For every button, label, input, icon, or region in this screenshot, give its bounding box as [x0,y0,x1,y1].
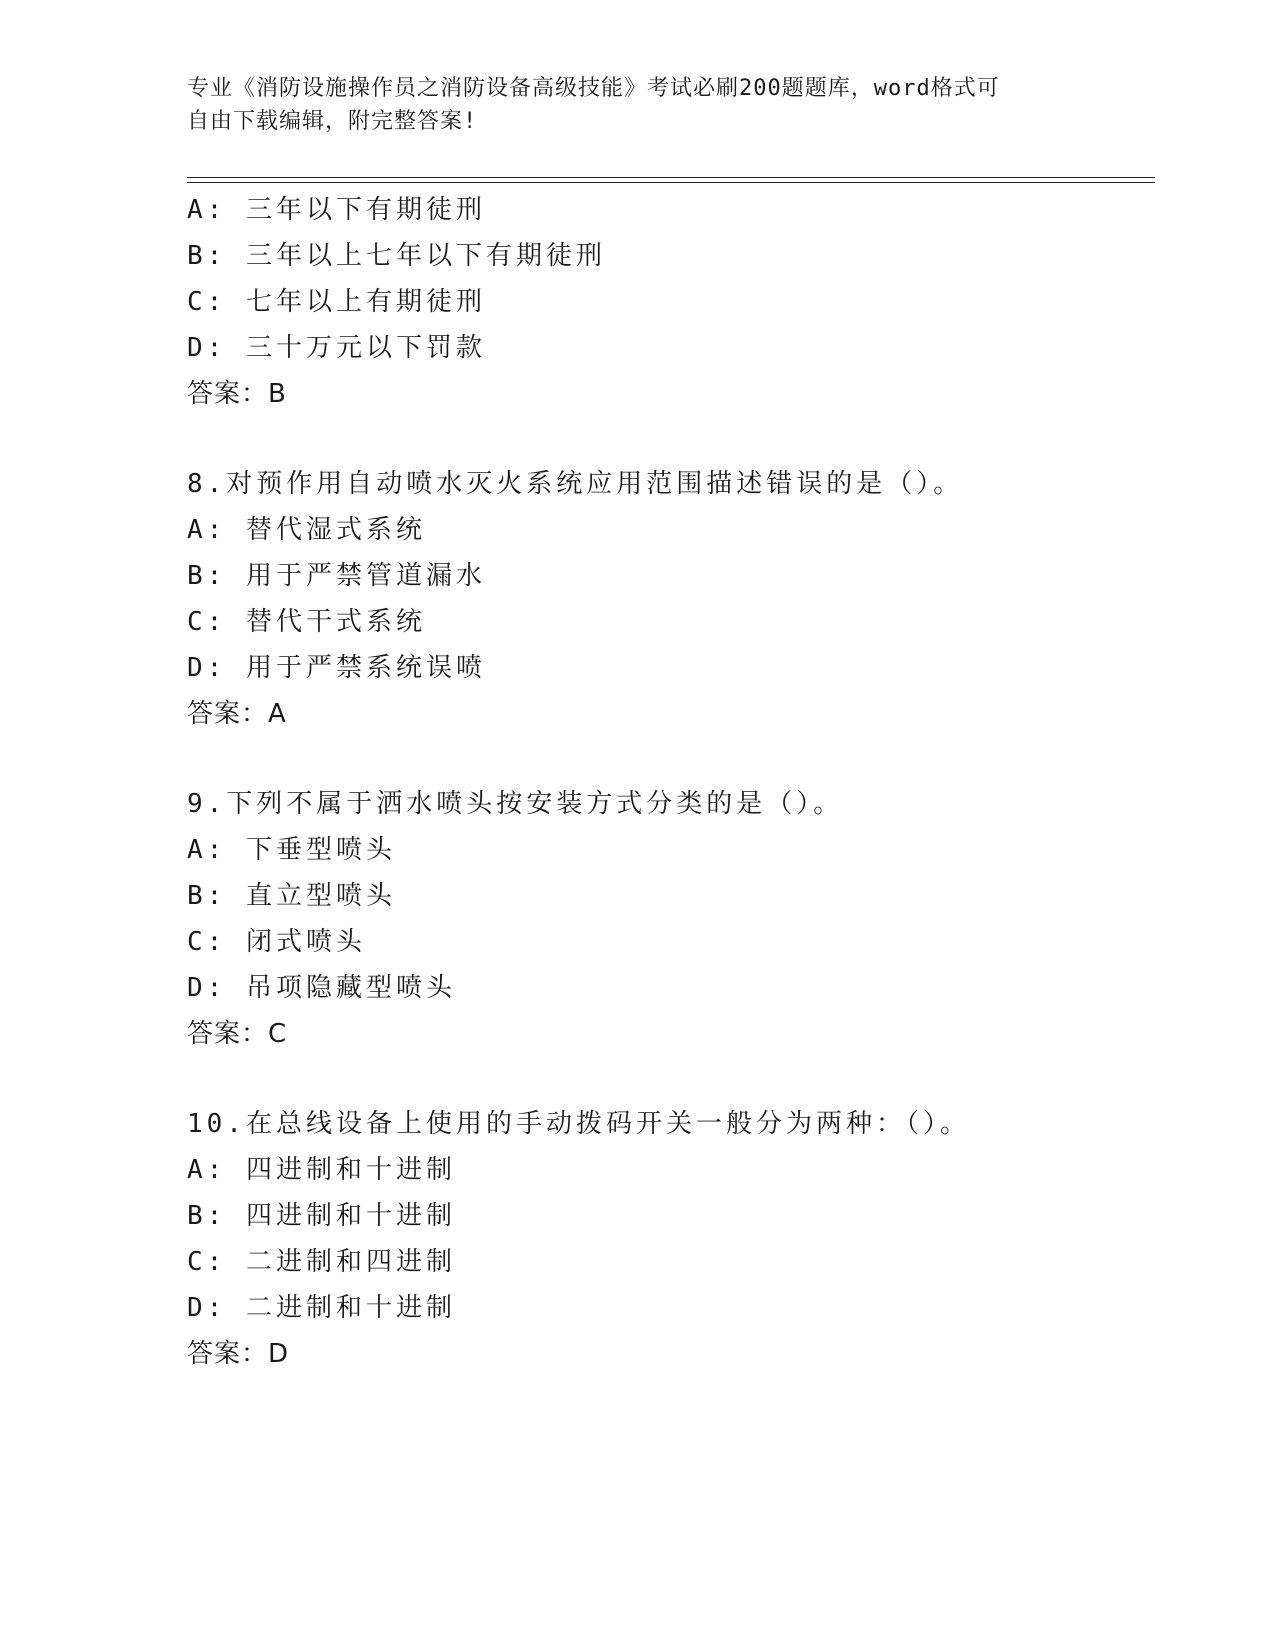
question-text: 9.下列不属于洒水喷头按安装方式分类的是（）。 [187,789,844,819]
question-block-7 [187,187,1155,417]
option-a: A: 三年以下有期徒刑 [187,195,486,225]
header-line-2: 自由下载编辑，附完整答案! [187,109,478,134]
option-b: B: 四进制和十进制 [187,1201,456,1231]
option-d: D: 用于严禁系统误喷 [187,653,486,683]
header-divider-bottom [187,182,1155,183]
option-c: C: 闭式喷头 [187,927,366,957]
answer-line: 答案：D [187,1339,290,1369]
option-c: C: 七年以上有期徒刑 [187,287,486,317]
answer-line: 答案：C [187,1019,288,1049]
option-b: B: 三年以上七年以下有期徒刑 [187,241,606,271]
spacer [187,1057,1155,1101]
question-block-9 [187,781,1155,1057]
spacer [187,737,1155,781]
option-c: C: 二进制和四进制 [187,1247,456,1277]
option-d: D: 二进制和十进制 [187,1293,456,1323]
option-d: D: 吊项隐藏型喷头 [187,973,456,1003]
answer-line: 答案：A [187,699,287,729]
question-list [187,187,1155,1377]
spacer [187,417,1155,461]
answer-line: 答案：B [187,379,287,409]
option-a: A: 下垂型喷头 [187,835,396,865]
header-divider-top [187,177,1155,178]
header-line-1: 专业《消防设施操作员之消防设备高级技能》考试必刷200题题库，word格式可 [187,76,1000,101]
question-block-10 [187,1101,1155,1377]
option-c: C: 替代干式系统 [187,607,426,637]
option-d: D: 三十万元以下罚款 [187,333,486,363]
question-text: 8.对预作用自动喷水灭火系统应用范围描述错误的是（）。 [187,469,964,499]
option-a: A: 四进制和十进制 [187,1155,456,1185]
option-b: B: 用于严禁管道漏水 [187,561,486,591]
document-header [187,72,1087,138]
option-b: B: 直立型喷头 [187,881,396,911]
option-a: A: 替代湿式系统 [187,515,426,545]
question-text: 10.在总线设备上使用的手动拨码开关一般分为两种：（）。 [187,1109,970,1139]
question-block-8 [187,461,1155,737]
